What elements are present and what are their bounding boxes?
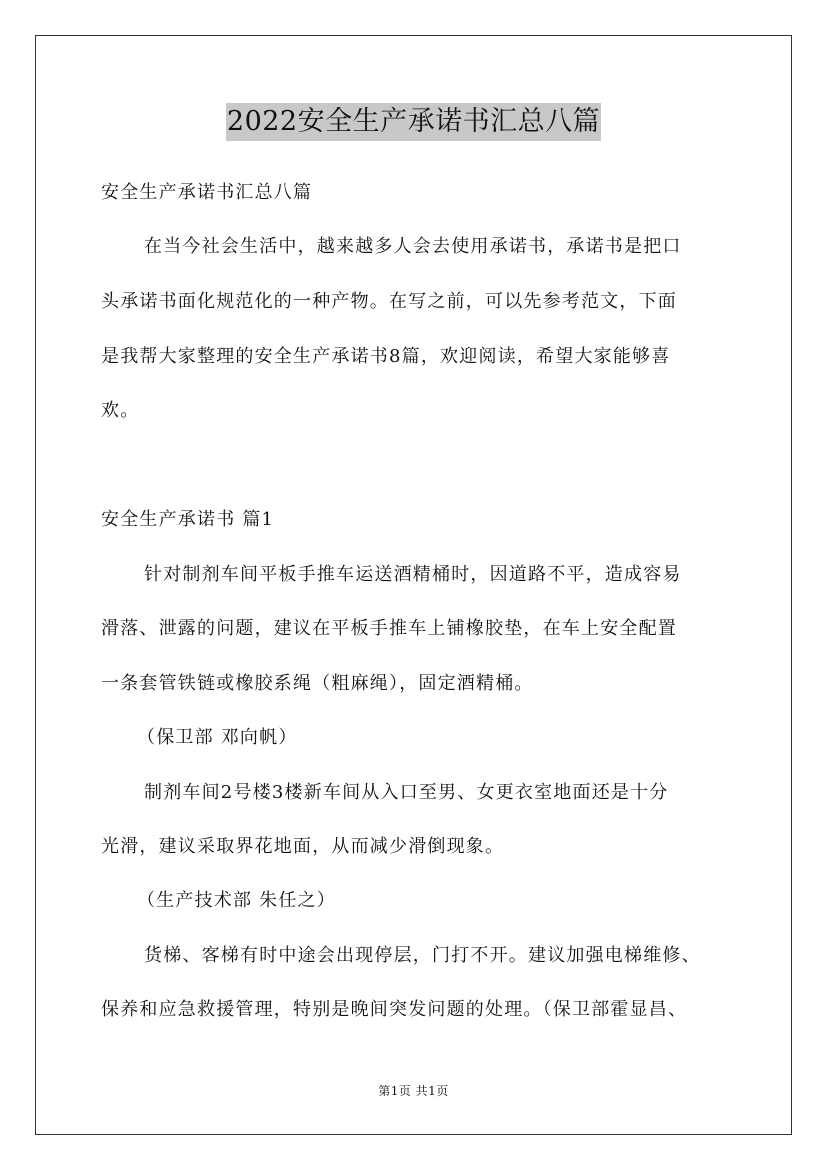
body-line: 头承诺书面化规范化的一种产物。在写之前，可以先参考范文，下面	[101, 291, 677, 312]
body-line: 针对制剂车间平板手推车运送酒精桶时，因道路不平，造成容易	[144, 564, 682, 585]
body-line: 光滑，建议采取界花地面，从而减少滑倒现象。	[101, 836, 505, 857]
intro-heading: 安全生产承诺书汇总八篇	[101, 182, 313, 203]
body-line: 欢。	[101, 400, 140, 421]
body-line: 是我帮大家整理的安全生产承诺书8篇，欢迎阅读，希望大家能够喜	[101, 346, 671, 367]
body-line: 一条套管铁链或橡胶系绳（粗麻绳），固定酒精桶。	[101, 673, 534, 694]
body-line: 货梯、客梯有时中途会出现停层，门打不开。建议加强电梯维修、	[144, 945, 701, 966]
body-line: 滑落、泄露的问题，建议在平板手推车上铺橡胶垫，在车上安全配置	[101, 618, 677, 639]
signature-line: （生产技术部 朱任之）	[137, 890, 336, 911]
body-line: 保养和应急救援管理，特别是晚间突发问题的处理。（保卫部霍显昌、	[101, 999, 688, 1020]
title-container	[0, 103, 827, 141]
document-title: 2022安全生产承诺书汇总八篇	[226, 103, 601, 141]
body-line: 在当今社会生活中，越来越多人会去使用承诺书，承诺书是把口	[144, 236, 682, 257]
page-footer: 第1页 共1页	[378, 1084, 449, 1098]
body-line: 制剂车间2号楼3楼新车间从入口至男、女更衣室地面还是十分	[144, 782, 669, 803]
section-heading: 安全生产承诺书 篇1	[101, 509, 275, 530]
signature-line: （保卫部 邓向帆）	[137, 727, 298, 748]
